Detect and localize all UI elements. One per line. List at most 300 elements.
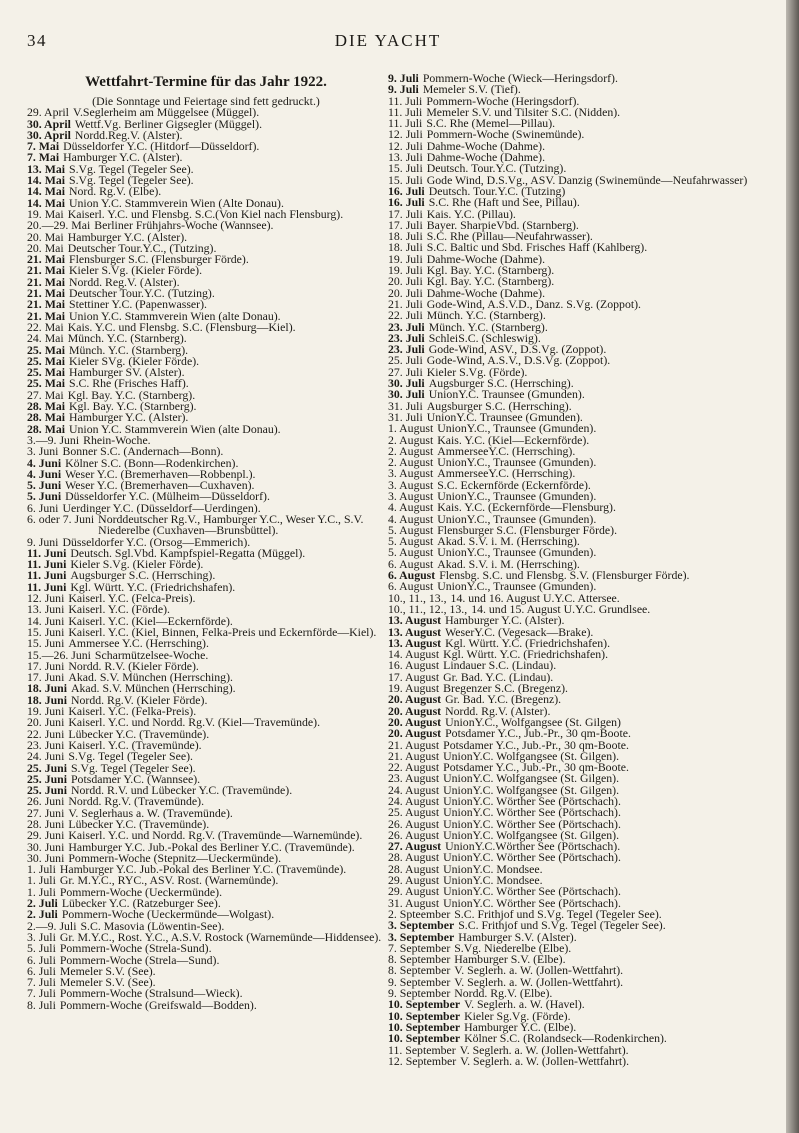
entry-date: 25. August [388,805,440,820]
entry-event: Gode-Wind, ASV., D.S.Vg. (Zoppot). [428,342,607,357]
entry-event: V. Seglerhaus a. W. (Travemünde). [68,805,233,820]
entry-date: 31. Juli [388,398,423,413]
entry-date: 20. August [388,714,442,729]
entry-event: UnionY.C., Traunsee (Gmunden). [437,421,597,436]
entry-date: 23. Juli [388,330,425,345]
entry-event: Augsburger S.C. (Herrsching). [426,398,572,413]
entry-date: 1. Juli [27,884,56,899]
entry-event: Berliner Frühjahrs-Woche (Wannsee). [94,218,274,233]
entry-event: Deutsch. Tour.Y.C. (Tutzing) [428,183,566,198]
entry-event: Uerdinger Y.C. (Düsseldorf—Uerdingen). [62,500,261,515]
entry-event: Nordd. Reg.V. (Alster). [69,274,180,289]
entry-date: 14. Mai [27,173,66,188]
left-column [27,73,385,1011]
schedule-entry [388,694,762,705]
entry-event: Düsseldorfer Y.C. (Hitdorf—Düsseldorf). [63,139,260,154]
entry-date: 9. Juli [388,82,419,97]
entry-date: 10., 11., 13., [388,590,447,605]
entry-date: 27. Juni [27,805,65,820]
entry-date: 29. April [27,105,69,120]
schedule-entry [27,421,385,436]
entry-date: 16. August [388,658,440,673]
entry-event: Union Y.C. Stammverein Wien (Alte Donau). [69,195,284,210]
entry-date: 17. Juli [388,206,423,221]
entry-event: 14. und 16. August U.Y.C. Attersee. [450,590,620,605]
entry-event: Deutscher Tour.Y.C. (Tutzing). [69,286,215,301]
entry-event: Flensburger S.C. (Flensburger Förde). [69,252,249,267]
entry-date: 18. Juli [388,240,423,255]
entry-date: 7. Juli [27,975,56,990]
entry-date: 13. August [388,613,442,628]
entry-date: 18. Juli [388,229,423,244]
entry-date: 4. August [388,511,434,526]
title-note: (Die Sonntage und Feiertage sind fett gedruckt.) [92,94,320,108]
running-head: DIE YACHT [334,31,442,50]
entry-event: Kieler S.Vg. (Kieler Förde). [69,263,203,278]
entry-date: 6. Juli [27,963,56,978]
entry-date: 26. Juni [27,794,65,809]
entry-event: UnionY.C. Wörther See (Pörtschach). [443,805,621,820]
entry-date: 12. Juli [388,138,423,153]
entry-event: Münch. Y.C. (Starnberg). [67,331,187,346]
entry-date: 2. August [388,443,434,458]
entry-event: S.C. Rhe (Frisches Haff). [69,376,189,391]
entry-date: 28. Juni [27,817,65,831]
entry-event: Memeler S.V. (See). [59,963,156,978]
entry-date: 27. Mai [27,387,64,402]
entry-date: 10. September [388,1008,461,1023]
entry-event: S.C. Frithjof und S.Vg. Tegel (Tegeler See). [458,918,666,933]
entry-date: 25. Mai [27,376,66,391]
entry-date: 21. Mai [27,252,66,267]
entry-event: Scharmützelsee-Woche. [94,647,209,662]
entry-date: 1. Juli [27,873,56,888]
entry-date: 6. August [388,556,434,571]
entry-event: S.C. Eckernförde (Eckernförde). [437,477,591,492]
entry-date: 22. Mai [27,319,64,334]
entry-event: Münch. Y.C. (Starnberg). [69,342,189,357]
entry-date: 29. August [388,873,440,888]
entry-date: 19. Juli [388,263,423,278]
entry-event: S.C. Rhe (Pillau—Neufahrwasser). [426,229,593,244]
entry-date: 3. August [388,488,434,503]
entry-event: S.Vg. Niederelbe (Elbe). [454,940,572,955]
entry-event: Kaiserl. Y.C. (Kiel, Binnen, Felka-Preis und Eckernförde—Kiel). [68,624,377,639]
entry-event: Deutsch. Tour.Y.C. (Tutzing). [426,161,567,176]
entry-event: Nord. Rg.V. (Elbe). [69,184,162,199]
entry-date: 29. August [388,884,440,899]
entry-date: 5. August [388,545,434,560]
entry-event: Gode-Wind, A.S.V.D., Danz. S.Vg. (Zoppot). [426,296,642,311]
entry-event: Kölner S.C. (Bonn—Rodenkirchen). [65,455,239,470]
entry-event: Akad. S.V. i. M. (Herrsching). [437,534,580,549]
entry-event: Kgl. Bay. Y.C. (Starnberg). [67,387,196,402]
entry-date: 18. Juni [27,681,67,696]
entry-date: 6. Juli [27,952,56,967]
entry-event: UnionY.C. Wörther See (Pörtschach). [443,850,621,865]
entry-date: 2. Juli [27,907,58,922]
entry-event: S.Vg. Tegel (Tegeler See). [69,161,194,176]
entry-event: Kaiserl. Y.C. und Nordd. Rg.V. (Kiel—Travemünde). [68,715,321,730]
entry-event: UnionY.C. Wolfgangsee (St. Gilgen). [443,782,620,797]
entry-event: Hamburger Y.C. (Alster). [63,150,183,165]
entry-event: Pommern-Woche (Ueckermünde). [59,884,223,899]
entry-event: Gr. Bad. Y.C. (Bregenz). [445,692,562,707]
entry-date: 7. September [388,940,451,955]
entry-event: Pommern-Woche (Strela—Sund). [59,952,220,967]
right-column [388,73,762,1067]
entry-event: Stettiner Y.C. (Papenwasser). [69,297,207,312]
entry-event: V. Seglerh. a. W. (Jollen-Wettfahrt). [454,963,624,978]
entry-event: Norddeutscher Rg.V., Hamburger Y.C., Weser Y.C., S.V. Niederelbe (Cuxhaven—Brunsbüttel). [98,511,364,538]
entry-event: Hamburger S.V. (Elbe). [454,952,566,967]
entry-date: 23. August [388,771,440,786]
entry-event: UnionY.C. Wörther See (Pörtschach). [443,794,621,808]
entry-event: S.C. Rhe (Memel—Pillau). [426,116,556,131]
entry-event: Pommern-Woche (Heringsdorf). [426,93,580,108]
entry-event: Nordd. Rg.V. (Kieler Förde). [71,692,208,707]
entry-event: UnionY.C., Traunsee (Gmunden). [437,511,597,526]
entry-event: Nordd. Rg.V. (Elbe). [454,986,553,1001]
entry-date: 19. Juli [388,251,423,266]
entry-date: 25. Juli [388,353,423,368]
entry-date: 3. September [388,918,455,933]
entry-event: Kieler Sg.Vg. (Förde). [464,1008,571,1023]
entry-event: Münch. Y.C. (Starnberg). [426,308,546,323]
entry-date: 20. Mai [27,240,64,255]
entry-date: 20. Juli [388,274,423,289]
entry-date: 23. Juli [388,342,425,357]
entry-event: Kaiserl. Y.C. und Flensbg. S.C.(Von Kiel nach Flensburg). [67,206,344,221]
entry-date: 3. Juli [27,929,56,944]
entry-event: Akad. S.V. i. M. (Herrsching). [437,556,580,571]
entry-date: 13. August [388,624,442,639]
entry-date: 25. Juni [27,771,67,786]
entry-event: Lübecker Y.C. (Ratzeburger See). [61,896,221,911]
entry-date: 25. Juni [27,760,67,775]
entry-event: UnionY.C. Wörther See (Pörtschach). [443,884,621,899]
entry-event: V. Seglerh. a. W. (Havel). [464,997,585,1012]
entry-date: 10. September [388,1019,461,1034]
entry-date: 30. April [27,127,71,142]
entry-date: 28. August [388,861,440,876]
entry-event: UnionY.C. Mondsee. [443,873,543,888]
entry-event: WeserY.C. (Vegesack—Brake). [445,624,594,639]
entry-event: Gode-Wind, A.S.V., D.S.Vg. (Zoppot). [426,353,611,368]
entry-event: Kaiserl. Y.C. (Felka-Preis). [68,704,197,719]
entry-date: 23. Juni [27,737,65,752]
entry-event: UnionY.C., Traunsee (Gmunden). [437,455,597,470]
entry-event: Kais. Y.C. (Kiel—Eckernförde). [437,432,590,447]
entry-event: Hamburger Y.C. Jub.-Pokal des Berliner Y.C. (Travemünde). [68,839,355,854]
entry-date: 2. Spteember [388,906,451,921]
entry-date: 30. Juni [27,850,65,865]
entry-date: 29. Juni [27,828,65,843]
entry-event: Akad. S.V. München (Herrsching). [68,670,233,685]
entry-event: Union Y.C. Stammverein Wien (alte Donau). [69,308,281,323]
entry-event: Potsdamer Y.C., Jub.-Pr., 30 qm-Boote. [445,726,631,741]
entry-date: 24. August [388,782,440,797]
entry-date: 22. Juni [27,726,65,741]
entry-date: 15. Juni [27,624,65,639]
entry-event: Hamburger Y.C. (Alster). [69,410,189,425]
entry-date: 13. Mai [27,161,66,176]
entry-date: 21. Mai [27,308,66,323]
entry-date: 21. Juli [388,296,423,311]
entry-date: 31. August [388,895,440,910]
entry-event: Dahme-Woche (Dahme). [426,285,546,300]
entry-date: 26. August [388,816,440,831]
entry-date: 22. Juli [388,308,423,323]
entry-date: 3. August [388,466,434,481]
entry-date: 15. Juni [27,636,65,651]
entry-event: UnionY.C. Traunsee (Gmunden). [428,387,585,402]
entry-date: 11. Juli [388,104,423,119]
entry-date: 25. Mai [27,342,66,357]
schedule-entry [388,683,762,694]
entry-date: 24. Juni [27,749,65,764]
entry-event: Augsburger S.C. (Herrsching). [70,568,216,583]
entry-date: 10. September [388,1031,461,1046]
entry-date: 7. Juli [27,986,56,1001]
entry-event: Gr. M.Y.C., RYC., ASV. Rost. (Warnemünde). [59,873,279,888]
entry-date: 11. Juli [388,93,423,108]
entry-date: 12. Juni [27,591,65,606]
entry-date: 8. September [388,952,451,967]
entry-event: Ammersee Y.C. (Herrsching). [68,636,209,651]
entry-date: 17. Juli [388,217,423,232]
entry-date: 6. Juni [27,500,59,515]
entry-event: Deutsch. Sgl.Vbd. Kampfspiel-Regatta (Müggel). [70,545,306,560]
entry-event: Memeler S.V. und Tilsiter S.C. (Nidden). [426,104,621,119]
entry-date: 23. Juli [388,319,425,334]
entry-event: Potsdamer Y.C., Jub.-Pr., 30 qm-Boote. [443,760,629,775]
entry-date: 1. August [388,421,434,436]
entry-date: 15.—26. Juni [27,647,91,662]
entry-event: Kaiserl. Y.C. (Travemünde). [68,737,202,752]
entry-event: Gode Wind, D.S.Vg., ASV. Danzig (Swinemünde—Neufahrwasser) [426,172,748,187]
entry-event: Kölner S.C. (Rolandseck—Rodenkirchen). [464,1031,667,1046]
entry-date: 30. Juli [388,387,425,402]
entry-date: 5. Juli [27,941,56,956]
entry-date: 11. Juni [27,545,67,560]
entry-event: AmmerseeY.C. (Herrsching). [437,466,576,481]
page-title: Wettfahrt-Termine für das Jahr 1922. [85,74,327,90]
entry-event: Düsseldorfer Y.C. (Orsog—Emmerich). [62,534,251,549]
entry-event: Kaiserl. Y.C. und Nordd. Rg.V. (Travemünde—Warnemünde). [68,828,363,843]
entry-event: Kaiserl. Y.C. (Kiel—Eckernförde). [68,613,233,628]
entry-date: 31. Juli [388,409,423,424]
entry-event: Kais. Y.C. (Eckernförde—Flensburg). [437,500,616,515]
entry-date: 21. August [388,737,440,752]
entry-event: Weser Y.C. (Bremerhaven—Cuxhaven). [65,478,255,493]
entry-event: Pommern-Woche (Greifswald—Bodden). [59,997,257,1012]
entry-event: Kais. Y.C. (Pillau). [426,206,516,221]
entry-event: Wettf.Vg. Berliner Gigsegler (Müggel). [74,116,263,131]
entry-date: 7. Mai [27,139,60,154]
entry-event: Bregenzer S.C. (Bregenz). [443,681,568,696]
entry-date: 5. Juni [27,478,62,493]
entry-date: 18. Juni [27,692,67,707]
entry-event: UnionY.C. Wolfgangsee (St. Gilgen). [443,771,620,786]
entry-event: AmmerseeY.C. (Herrsching). [437,443,576,458]
entry-date: 27. August [388,839,442,854]
entry-date: 11. Juni [27,568,67,583]
entry-date: 11. Juli [388,116,423,131]
entry-date: 20.—29. Mai [27,218,91,233]
schedule-entry [388,1053,762,1068]
schedule-entry [27,997,385,1012]
entry-event: Hamburger Y.C. Jub.-Pokal des Berliner Y.C. (Travemünde). [59,862,347,877]
entry-event: Pommern-Woche (Swinemünde). [426,127,585,142]
entry-event: Hamburger Y.C. (Alster). [445,613,565,628]
entry-event: Hamburger Y.C. (Alster). [67,229,188,244]
entry-date: 20. August [388,692,442,707]
entry-date: 12. September [388,1053,457,1068]
entry-date: 6. oder 7. Juni [27,511,95,526]
entry-event: SchleiS.C. (Schleswig). [428,330,541,345]
entry-date: 5. August [388,534,434,549]
entry-event: Nordd. R.V. (Kieler Förde). [68,658,199,673]
entry-event: Deutscher Tour.Y.C., (Tutzing). [67,240,217,255]
entry-date: 4. Juni [27,466,62,481]
entry-event: Hamburger Y.C. (Elbe). [464,1019,577,1034]
entry-event: UnionY.C. Wolfgangsee (St. Gilgen). [443,827,620,842]
entry-event: Hamburger S.V. (Alster). [458,929,577,944]
entry-event: UnionY.C.Wörther See (Pörtschach). [445,839,621,854]
entry-date: 16. Juli [388,183,425,198]
entry-event: Kaiserl. Y.C. (Förde). [68,602,170,617]
entry-event: V.Seglerheim am Müggelsee (Müggel). [72,105,260,120]
entry-date: 20. Juni [27,715,65,730]
entry-date: 9. September [388,986,451,1001]
entry-date: 13. Juni [27,602,65,617]
entry-event: Weser Y.C. (Bremerhaven—Robbenpl.). [65,466,256,481]
entry-date: 17. Juni [27,658,65,673]
entry-date: 26. August [388,827,440,842]
entry-event: Pommern-Woche (Wieck—Heringsdorf). [422,71,618,85]
entry-event: Kgl. Bay. Y.C. (Starnberg). [69,399,197,414]
entry-date: 14. August [388,647,440,662]
entries-list-right [388,73,762,1067]
entry-event: Gr. M.Y.C., Rost. Y.C., A.S.V. Rostock (Warnemünde—Hiddensee). [59,929,382,944]
entry-event: Düsseldorfer Y.C. (Mülheim—Düsseldorf). [65,489,270,504]
entry-event: V. Seglerh. a. W. (Jollen-Wettfahrt). [459,1042,629,1057]
entry-event: Bayer. SharpieVbd. (Starnberg). [426,217,579,232]
entry-date: 21. Mai [27,286,66,301]
entry-event: Kgl. Bay. Y.C. (Starnberg). [426,274,555,289]
entry-date: 11. Juni [27,557,67,572]
entry-date: 21. Mai [27,274,66,289]
entry-event: Hamburger SV. (Alster). [69,365,185,380]
entry-event: Nordd. Rg.V. (Travemünde). [68,794,205,809]
page-edge-shadow [786,0,799,1133]
entry-event: Kgl. Württ. Y.C. (Friedrichshafen). [445,635,611,650]
entry-event: Kieler S.Vg. (Förde). [426,364,528,379]
entry-date: 15. Juli [388,161,423,176]
entry-date: 2. August [388,432,434,447]
entry-date: 30. Juni [27,839,65,854]
entry-date: 7. Mai [27,150,60,165]
entry-event: Nordd.Reg.V. (Alster). [74,127,183,142]
schedule-entry [388,601,762,616]
entry-date: 17. August [388,669,440,684]
entry-event: UnionY.C., Wolfgangsee (St. Gilgen) [445,714,621,729]
entry-event: Memeler S.V. (Tief). [422,82,521,97]
entry-date: 9. September [388,974,451,989]
entry-event: S.C. Frithjof und S.Vg. Tegel (Tegeler See). [454,906,662,921]
entry-event: UnionY.C. Wolfgangsee (St. Gilgen). [443,748,620,763]
entries-list-left [27,107,385,1011]
entry-date: 25. Mai [27,353,66,368]
entry-event: UnionY.C., Traunsee (Gmunden). [437,545,597,560]
entry-event: Akad. S.V. München (Herrsching). [71,681,236,696]
entry-date: 19. Juni [27,704,65,719]
entry-event: Gr. Bad. Y.C. (Lindau). [443,669,554,684]
entry-event: Memeler S.V. (See). [59,975,156,990]
entry-date: 9. Juni [27,534,59,549]
entry-event: V. Seglerh. a. W. (Jollen-Wettfahrt). [454,974,624,989]
entry-event: S.Vg. Tegel (Tegeler See). [71,760,196,775]
entry-event: S.C. Baltic und Sbd. Frisches Haff (Kahlberg). [426,240,648,255]
entry-date: 20. August [388,703,442,718]
entry-date: 2.—9. Juli [27,918,77,933]
entry-event: UnionY.C., Traunsee (Gmunden). [437,579,597,594]
entry-date: 21. August [388,748,440,763]
entry-date: 20. August [388,726,442,741]
entry-event: Kgl. Württ. Y.C. (Friedrichshafen). [70,579,236,594]
entry-event: Kgl. Württ. Y.C. (Friedrichshafen). [443,647,609,662]
entry-event: S.C. Rhe (Haft und See, Pillau). [428,195,580,210]
entry-event: Bonner S.C. (Andernach—Bonn). [62,444,224,459]
entry-event: Kais. Y.C. und Flensbg. S.C. (Flensburg—Kiel). [67,319,296,334]
entry-date: 8. September [388,963,451,978]
entry-event: S.C. Masovia (Löwentin-See). [80,918,225,933]
entry-date: 14. Mai [27,184,66,199]
entry-date: 13. August [388,635,442,650]
entry-date: 9. Juli [388,71,419,85]
entry-date: 21. Mai [27,263,66,278]
entry-date: 5. August [388,522,434,537]
entry-event: Rhein-Woche. [83,432,151,447]
entry-event: Pommern-Woche (Stralsund—Wieck). [59,986,243,1001]
entry-date: 10., 11., 12., 13., [388,601,468,616]
entry-event: S.Vg. Tegel (Tegeler See). [69,173,194,188]
entry-event: Dahme-Woche (Dahme). [426,138,546,153]
entry-date: 16. Juli [388,195,425,210]
entry-date: 2. Juli [27,896,58,911]
entry-date: 24. August [388,794,440,808]
entry-event: Kgl. Bay. Y.C. (Starnberg). [426,263,555,278]
entry-event: Pommern-Woche (Ueckermünde—Wolgast). [61,907,275,922]
entry-event: Kieler SVg. (Kieler Förde). [69,353,200,368]
entry-event: UnionY.C. Wörther See (Pörtschach). [443,895,621,910]
entry-date: 12. Juli [388,127,423,142]
entry-event: Pommern-Woche (Strela-Sund). [59,941,212,956]
entry-date: 1. Juli [27,862,56,877]
entry-date: 27. Juli [388,364,423,379]
entry-event: 14. und 15. August U.Y.C. Grundlsee. [471,601,651,616]
entry-date: 19. Mai [27,206,64,221]
entry-event: S.Vg. Tegel (Tegeler See). [68,749,193,764]
entry-date: 6. August [388,568,436,583]
entry-date: 14. Juni [27,613,65,628]
entry-date: 22. August [388,760,440,775]
entry-date: 6. August [388,579,434,594]
entry-event: Nordd. Rg.V. (Alster). [445,703,551,718]
entry-event: Flensburger S.C. (Flensburger Förde). [437,522,618,537]
entry-event: UnionY.C. Wörther See (Pörtschach). [443,816,621,831]
